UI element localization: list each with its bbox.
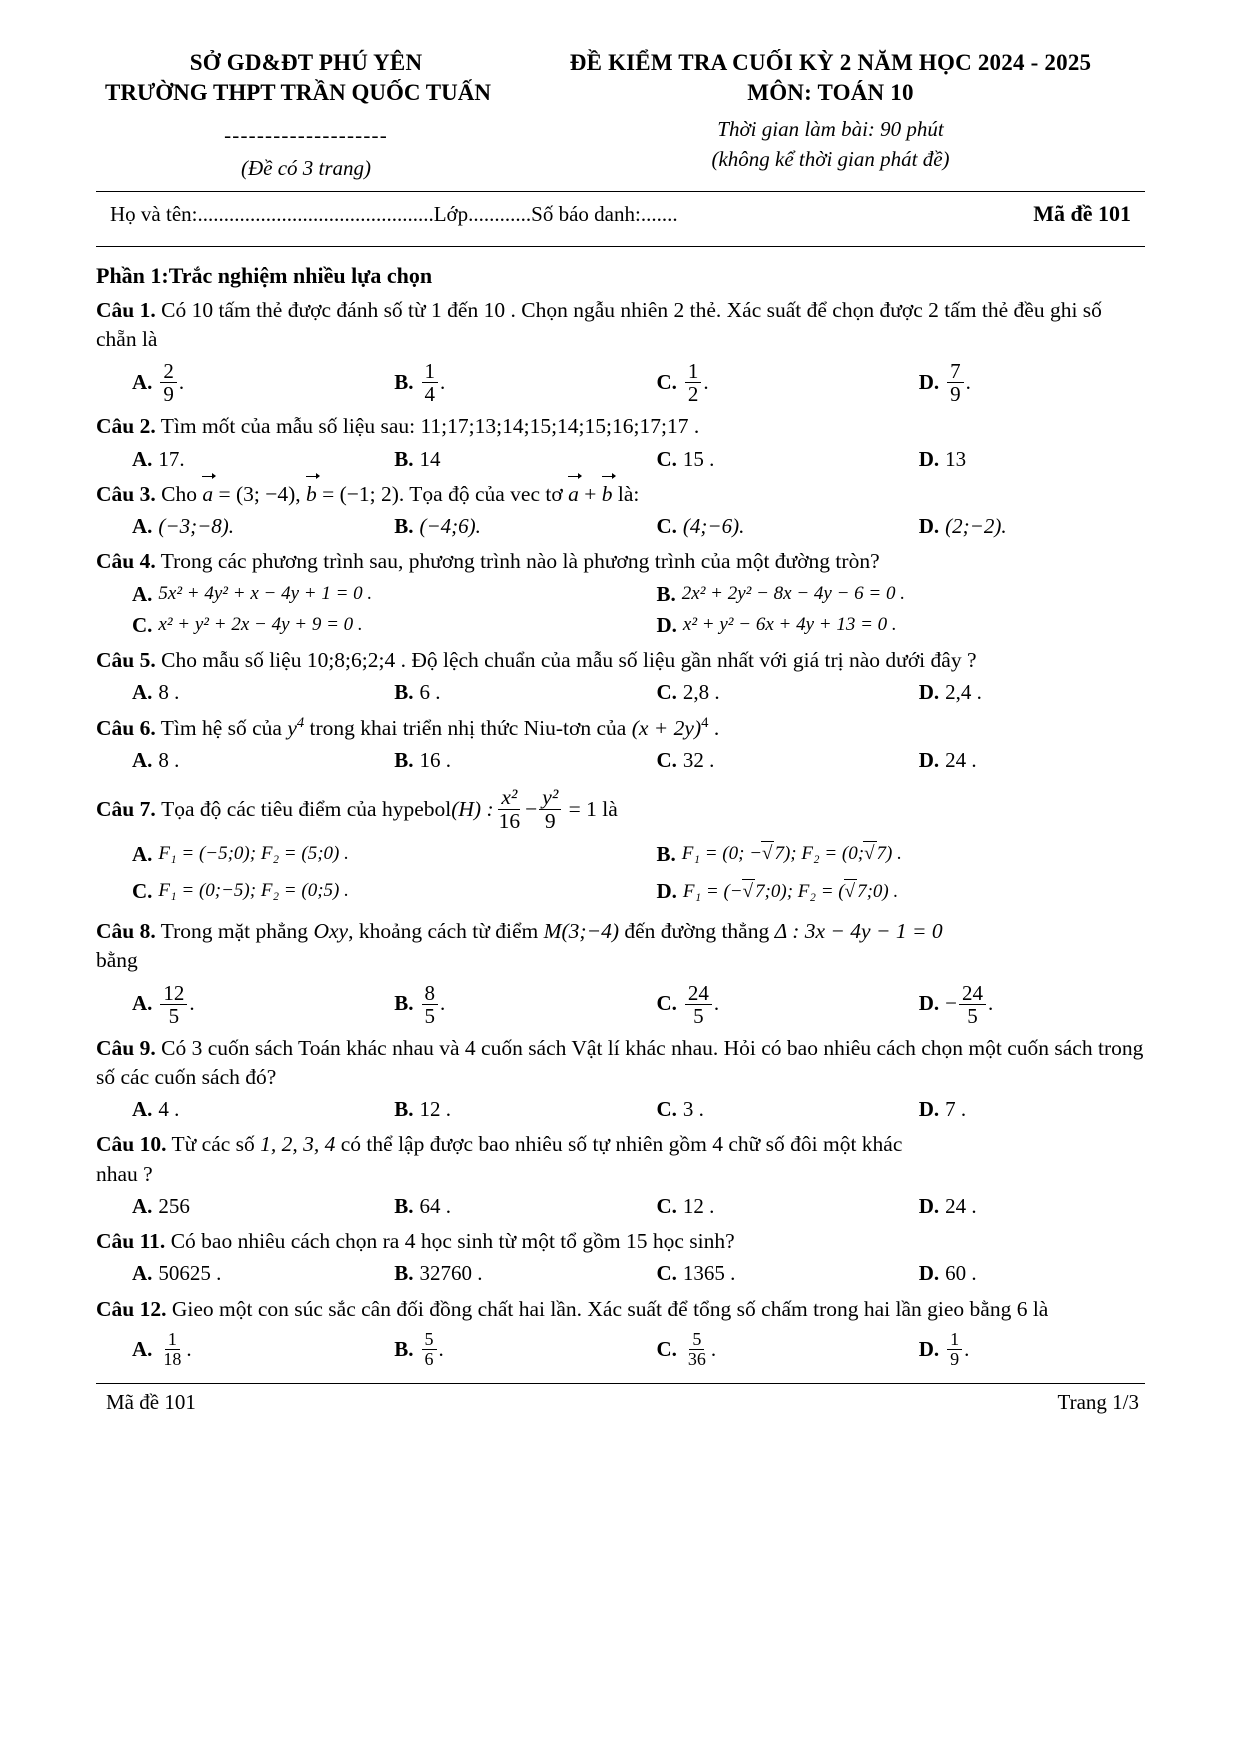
- answer-8-B-label: B.: [394, 991, 414, 1016]
- answer-9-B-value: 12 .: [419, 1097, 452, 1122]
- question-3-plus: +: [578, 481, 602, 506]
- answer-2-C[interactable]: [621, 446, 883, 473]
- question-4-text: Trong các phương trình sau, phương trình nào là phương trình của một đường tròn?: [160, 549, 880, 574]
- question-6-y: y: [287, 715, 297, 740]
- answer-8-C[interactable]: [621, 982, 883, 1027]
- answer-1-A-den: 9: [163, 382, 174, 407]
- answer-7-D-value: [683, 879, 898, 905]
- answer-1-A[interactable]: [96, 360, 358, 405]
- answer-8-B-num: 8: [422, 982, 439, 1005]
- answer-9-C[interactable]: [621, 1096, 883, 1123]
- answer-9-A[interactable]: [96, 1096, 358, 1123]
- answer-1-D-num: 7: [947, 360, 964, 383]
- answer-12-C-den: 36: [687, 1348, 706, 1369]
- answer-11-C-label: C.: [656, 1261, 677, 1286]
- question-7-frac2-num: y²: [539, 786, 561, 810]
- answer-12-B-tail: .: [438, 1336, 444, 1361]
- answer-2-D[interactable]: [883, 446, 1145, 473]
- answer-4-A-value: 5x² + 4y² + x − 4y + 1 = 0 .: [158, 582, 373, 604]
- question-8-delta: Δ : 3x − 4y − 1 = 0: [774, 919, 943, 944]
- answer-12-B-fraction: [422, 1330, 437, 1369]
- answer-12-D-num: 1: [947, 1330, 962, 1350]
- answer-2-A-label: A.: [132, 446, 153, 471]
- answer-6-B-label: B.: [394, 748, 414, 773]
- question-3-number: Câu 3.: [96, 481, 156, 506]
- sqrt-icon-d2: √: [844, 879, 857, 905]
- answer-12-D-den: 9: [950, 1348, 960, 1369]
- question-12-text: Gieo một con súc sắc cân đối đồng chất hai lần. Xác suất để tổng số chấm trong hai lần gieo bằng 6 là: [171, 1296, 1049, 1321]
- answer-10-C-value: 12 .: [682, 1193, 715, 1218]
- answer-2-A-value: 17.: [158, 446, 185, 471]
- question-10-nums: 1, 2, 3, 4: [260, 1132, 336, 1157]
- answer-4-A[interactable]: [96, 581, 621, 608]
- answer-8-C-num: 24: [685, 982, 712, 1005]
- answer-8-D-num: 24: [959, 982, 986, 1005]
- question-8-p3: đến đường thẳng: [619, 919, 775, 944]
- answer-2-B-value: 14: [419, 446, 441, 471]
- question-3: [96, 480, 1145, 509]
- question-1: [96, 296, 1145, 354]
- answer-1-B-den: 4: [424, 382, 436, 407]
- answer-11-B-value: 32760 .: [419, 1261, 483, 1286]
- answer-5-A-value: 8 .: [158, 680, 180, 705]
- answer-10-D-value: 24 .: [945, 1193, 977, 1218]
- answer-9-D-label: D.: [918, 1097, 940, 1122]
- question-7-number: Câu 7.: [96, 796, 156, 821]
- answer-6-C[interactable]: [621, 747, 883, 774]
- question-11: [96, 1227, 1145, 1256]
- student-info-line: [96, 192, 1145, 236]
- answer-7-B-label: B.: [656, 841, 676, 866]
- answer-11-D[interactable]: [883, 1260, 1145, 1287]
- answer-10-D[interactable]: [883, 1193, 1145, 1220]
- answer-11-C[interactable]: [621, 1260, 883, 1287]
- answer-7-B-end: 7) .: [876, 843, 902, 865]
- answer-12-D[interactable]: [883, 1330, 1145, 1369]
- answer-12-D-label: D.: [918, 1336, 940, 1361]
- pages-note: (Đề có 3 trang): [240, 155, 372, 180]
- header-divider-dashes: --------------------: [224, 122, 388, 147]
- question-6-expr-exp: 4: [701, 714, 709, 731]
- answer-4-A-label: A.: [132, 581, 153, 606]
- answer-3-A-label: A.: [132, 514, 153, 539]
- answer-2-C-label: C.: [656, 446, 677, 471]
- answer-6-A-label: A.: [132, 748, 153, 773]
- question-5-answers: [96, 679, 1145, 706]
- answer-1-D-fraction: [947, 360, 964, 405]
- answer-3-A-value: (−3;−8).: [158, 514, 234, 539]
- answer-8-A-num: 12: [160, 982, 187, 1005]
- question-10-tail: nhau ?: [96, 1161, 153, 1186]
- question-7-answers-row2: [96, 878, 1145, 905]
- question-9-answers: [96, 1096, 1145, 1123]
- answer-11-C-value: 1365 .: [682, 1261, 736, 1286]
- question-5-number: Câu 5.: [96, 648, 156, 673]
- exam-duration-note: (không kể thời gian phát đề): [711, 146, 950, 171]
- answer-7-A-value: F₁ = (−5;0); F₂ = (5;0) .: [158, 842, 349, 864]
- sbd-label: Số báo danh:: [531, 201, 641, 226]
- question-8-M: M(3;−4): [543, 919, 620, 944]
- part1-title: Phần 1:Trắc nghiệm nhiều lựa chọn: [96, 262, 433, 288]
- answer-10-B[interactable]: [358, 1193, 620, 1220]
- answer-1-C-tail: .: [703, 370, 709, 395]
- question-6-y-exp: 4: [296, 714, 305, 731]
- answer-11-A-value: 50625 .: [158, 1261, 222, 1286]
- question-6-p1: Tìm hệ số của: [160, 715, 288, 740]
- answer-5-B-value: 6 .: [419, 680, 441, 705]
- answer-1-B-fraction: [422, 360, 439, 405]
- answer-11-D-label: D.: [918, 1261, 940, 1286]
- document-header: [96, 46, 1145, 181]
- answer-5-C-label: C.: [656, 680, 677, 705]
- answer-1-B-label: B.: [394, 370, 414, 395]
- answer-3-D[interactable]: [883, 513, 1145, 540]
- answer-11-B[interactable]: [358, 1260, 620, 1287]
- answer-1-C-den: 2: [687, 382, 699, 407]
- question-10-number: Câu 10.: [96, 1132, 167, 1157]
- answer-1-D-den: 9: [950, 382, 961, 407]
- answer-12-C-fraction: [685, 1330, 709, 1369]
- answer-7-A-label: A.: [132, 841, 153, 866]
- answer-1-D-tail: .: [965, 370, 971, 395]
- question-3-suffix: là:: [612, 481, 640, 506]
- question-7-frac1-den: 16: [498, 808, 521, 833]
- answer-3-B[interactable]: [358, 513, 620, 540]
- answer-10-A-label: A.: [132, 1193, 153, 1218]
- answer-7-B-pre: F₁ = (0; −: [681, 843, 763, 865]
- answer-12-B[interactable]: [358, 1330, 620, 1369]
- answer-9-A-value: 4 .: [158, 1097, 180, 1122]
- answer-10-B-label: B.: [394, 1193, 414, 1218]
- question-5-text: Cho mẫu số liệu 10;8;6;2;4 . Độ lệch chuẩn của mẫu số liệu gần nhất với giá trị nào dưới đây ?: [161, 648, 977, 673]
- answer-12-D-fraction: [947, 1330, 962, 1369]
- question-10-answers: [96, 1193, 1145, 1220]
- answer-12-B-label: B.: [394, 1336, 414, 1361]
- answer-12-A-label: A.: [132, 1336, 153, 1361]
- question-8-p1: Trong mặt phẳng: [160, 919, 314, 944]
- answer-4-B-label: B.: [656, 581, 676, 606]
- answer-12-A-fraction: [160, 1330, 184, 1369]
- answer-2-B[interactable]: [358, 446, 620, 473]
- question-12: [96, 1295, 1145, 1324]
- question-10: [96, 1130, 1145, 1188]
- answer-4-D-label: D.: [656, 612, 677, 637]
- answer-12-C[interactable]: [621, 1330, 883, 1369]
- answer-10-B-value: 64 .: [419, 1193, 452, 1218]
- question-9-text: Có 3 cuốn sách Toán khác nhau và 4 cuốn sách Vật lí khác nhau. Hỏi có bao nhiêu cách chọn một cuốn sách trong số các cuốn sách đó?: [96, 1035, 1144, 1089]
- answer-9-B-label: B.: [394, 1097, 414, 1122]
- answer-1-A-label: A.: [132, 370, 153, 395]
- answer-1-D[interactable]: [883, 360, 1145, 405]
- answer-3-D-label: D.: [918, 514, 940, 539]
- answer-11-A-label: A.: [132, 1261, 153, 1286]
- page-footer: [96, 1384, 1145, 1415]
- question-5: [96, 646, 1145, 675]
- answer-12-B-den: 6: [424, 1348, 434, 1369]
- answer-1-B[interactable]: [358, 360, 620, 405]
- question-11-answers: [96, 1260, 1145, 1287]
- question-8-p2: , khoảng cách từ điểm: [348, 919, 544, 944]
- answer-5-C[interactable]: [621, 679, 883, 706]
- answer-12-C-tail: .: [710, 1336, 717, 1361]
- question-7-frac2-den: 9: [544, 808, 556, 833]
- name-label: Họ và tên:: [110, 201, 198, 226]
- school-name: TRƯỜNG THPT TRẦN QUỐC TUẤN: [105, 80, 491, 106]
- answer-2-B-label: B.: [394, 446, 414, 471]
- answer-7-A[interactable]: [96, 841, 621, 868]
- question-9: [96, 1034, 1145, 1092]
- answer-7-B-value: [682, 841, 902, 867]
- question-4-answers-row2: [96, 612, 1145, 639]
- question-4-answers-row1: [96, 581, 1145, 608]
- answer-3-A[interactable]: [96, 513, 358, 540]
- question-2-answers: [96, 446, 1145, 473]
- sbd-dots: .......: [640, 201, 678, 226]
- answer-1-D-label: D.: [918, 370, 940, 395]
- answer-3-B-label: B.: [394, 514, 414, 539]
- answer-7-D[interactable]: [621, 878, 1146, 905]
- answer-8-A-tail: .: [189, 991, 195, 1016]
- answer-2-D-label: D.: [918, 446, 940, 471]
- answer-1-C[interactable]: [621, 360, 883, 405]
- question-6-number: Câu 6.: [96, 715, 156, 740]
- answer-8-A[interactable]: [96, 982, 358, 1027]
- answer-8-D-tail: .: [988, 991, 994, 1016]
- answer-8-D-label: D.: [918, 991, 940, 1016]
- question-10-p1: Từ các số: [171, 1132, 261, 1157]
- footer-page-number: Trang 1/3: [1057, 1389, 1139, 1414]
- answer-4-D[interactable]: [621, 612, 1146, 639]
- answer-3-C-label: C.: [656, 514, 677, 539]
- question-6: [96, 714, 1145, 743]
- answer-6-B[interactable]: [358, 747, 620, 774]
- question-9-number: Câu 9.: [96, 1035, 156, 1060]
- answer-11-A[interactable]: [96, 1260, 358, 1287]
- question-8: [96, 917, 1145, 975]
- answer-7-C-label: C.: [132, 878, 153, 903]
- vector-b-2: b: [602, 480, 613, 509]
- question-8-answers: [96, 982, 1145, 1027]
- answer-1-A-tail: .: [178, 370, 185, 395]
- answer-6-C-value: 32 .: [682, 748, 715, 773]
- question-7-frac2: [539, 786, 561, 832]
- answer-6-A-value: 8 .: [158, 748, 180, 773]
- answer-8-C-label: C.: [656, 991, 677, 1016]
- answer-2-A[interactable]: [96, 446, 358, 473]
- question-8-number: Câu 8.: [96, 919, 156, 944]
- answer-6-D[interactable]: [883, 747, 1145, 774]
- answer-8-A-fraction: [160, 982, 187, 1027]
- answer-7-D-mid: 7;0); F₂ = (: [755, 880, 845, 902]
- answer-11-D-value: 60 .: [945, 1261, 977, 1286]
- question-1-number: Câu 1.: [96, 297, 156, 322]
- answer-7-B-mid: 7); F₂ = (0;: [774, 843, 865, 865]
- exam-subject: MÔN: TOÁN 10: [747, 80, 914, 106]
- answer-10-C[interactable]: [621, 1193, 883, 1220]
- answer-6-C-label: C.: [656, 748, 677, 773]
- answer-8-C-fraction: [685, 982, 712, 1027]
- question-6-p3: .: [708, 715, 720, 740]
- name-dots: .............................................: [197, 201, 434, 226]
- answer-8-D[interactable]: [883, 982, 1145, 1027]
- answer-3-D-value: (2;−2).: [945, 514, 1007, 539]
- question-7-H: (H) :: [451, 796, 494, 821]
- answer-5-A-label: A.: [132, 680, 153, 705]
- answer-5-A[interactable]: [96, 679, 358, 706]
- sqrt-icon-b2: √: [863, 841, 876, 867]
- answer-12-A-den: 18: [163, 1348, 182, 1369]
- question-7-answers-row1: [96, 841, 1145, 868]
- answer-8-A-label: A.: [132, 991, 153, 1016]
- answer-12-A[interactable]: [96, 1330, 358, 1369]
- answer-5-B-label: B.: [394, 680, 414, 705]
- question-10-p2: có thể lập được bao nhiêu số tự nhiên gồm 4 chữ số đôi một khác: [335, 1132, 903, 1157]
- answer-4-C-value: x² + y² + 2x − 4y + 9 = 0 .: [158, 614, 363, 636]
- question-7-p1: Tọa độ các tiêu điểm của hypebol: [161, 796, 452, 821]
- class-dots: ............: [468, 201, 532, 226]
- answer-8-B-den: 5: [424, 1003, 436, 1028]
- answer-10-C-label: C.: [656, 1193, 677, 1218]
- answer-8-D-den: 5: [967, 1003, 978, 1028]
- answer-5-D-label: D.: [918, 680, 940, 705]
- answer-8-A-den: 5: [168, 1003, 180, 1028]
- answer-1-B-tail: .: [440, 370, 446, 395]
- question-8-tail: bằng: [96, 948, 138, 973]
- answer-3-C[interactable]: [621, 513, 883, 540]
- sqrt-icon-b1: √: [761, 841, 774, 867]
- answer-8-B[interactable]: [358, 982, 620, 1027]
- answer-10-A[interactable]: [96, 1193, 358, 1220]
- department-name: SỞ GD&ĐT PHÚ YÊN: [189, 50, 423, 75]
- answer-12-D-tail: .: [964, 1336, 970, 1361]
- question-12-number: Câu 12.: [96, 1296, 167, 1321]
- exam-title: ĐỀ KIỂM TRA CUỐI KỲ 2 NĂM HỌC 2024 - 2025: [569, 50, 1092, 75]
- answer-7-D-label: D.: [656, 878, 677, 903]
- answer-7-C-value: F₁ = (0;−5); F₂ = (0;5) .: [158, 880, 349, 902]
- answer-1-B-num: 1: [422, 360, 439, 383]
- answer-1-A-fraction: [160, 360, 177, 405]
- question-2-text: Tìm mốt của mẫu số liệu sau: 11;17;13;14;15;14;15;16;17;17 .: [160, 414, 700, 439]
- question-2-number: Câu 2.: [96, 414, 156, 439]
- answer-8-B-fraction: [422, 982, 439, 1027]
- nameline-bottom-rule: [96, 246, 1145, 247]
- answer-1-C-fraction: [685, 360, 702, 405]
- question-2: [96, 412, 1145, 441]
- class-label: Lớp: [433, 201, 469, 226]
- answer-3-C-value: (4;−6).: [682, 514, 745, 539]
- answer-10-D-label: D.: [918, 1193, 940, 1218]
- answer-9-A-label: A.: [132, 1097, 153, 1122]
- answer-9-D[interactable]: [883, 1096, 1145, 1123]
- answer-12-A-tail: .: [186, 1336, 192, 1361]
- question-4: [96, 547, 1145, 576]
- answer-9-C-label: C.: [656, 1097, 677, 1122]
- answer-2-C-value: 15 .: [682, 446, 715, 471]
- question-11-number: Câu 11.: [96, 1229, 166, 1254]
- answer-6-D-value: 24 .: [945, 748, 977, 773]
- answer-1-A-num: 2: [160, 360, 177, 383]
- header-right-block: [516, 46, 1145, 174]
- question-7-p2: = 1 là: [568, 796, 618, 821]
- answer-8-C-den: 5: [693, 1003, 704, 1028]
- vector-a-2: a: [568, 480, 579, 509]
- answer-4-C-label: C.: [132, 612, 153, 637]
- answer-4-B-value: 2x² + 2y² − 8x − 4y − 6 = 0 .: [681, 582, 905, 604]
- question-1-answers: [96, 360, 1145, 405]
- answer-8-B-tail: .: [440, 991, 446, 1016]
- answer-12-C-label: C.: [656, 1336, 677, 1361]
- question-6-p2: trong khai triển nhị thức Niu-tơn của: [304, 715, 632, 740]
- answer-1-C-label: C.: [656, 370, 677, 395]
- question-8-Oxy: Oxy: [313, 919, 349, 944]
- answer-4-D-value: x² + y² − 6x + 4y + 13 = 0 .: [682, 614, 897, 636]
- answer-4-B[interactable]: [621, 581, 1146, 608]
- answer-6-A[interactable]: [96, 747, 358, 774]
- exam-duration: Thời gian làm bài: 90 phút: [717, 116, 944, 141]
- footer-exam-code: Mã đề 101: [106, 1389, 196, 1414]
- answer-4-C[interactable]: [96, 612, 621, 639]
- answer-9-B[interactable]: [358, 1096, 620, 1123]
- exam-code: Mã đề 101: [1033, 200, 1131, 226]
- answer-12-C-num: 5: [689, 1330, 704, 1350]
- question-7: [96, 786, 1145, 832]
- header-left-block: [96, 46, 516, 181]
- answer-9-C-value: 3 .: [682, 1097, 704, 1122]
- vector-a-1: a: [202, 480, 213, 509]
- answer-8-D-fraction: [959, 982, 986, 1027]
- answer-7-B[interactable]: [621, 841, 1146, 868]
- question-1-text: Có 10 tấm thẻ được đánh số từ 1 đến 10 . Chọn ngẫu nhiên 2 thẻ. Xác suất để chọn được 2 tấm thẻ đều ghi số chẵn là: [96, 297, 1102, 351]
- answer-1-C-num: 1: [685, 360, 702, 383]
- answer-10-A-value: 256: [158, 1193, 190, 1218]
- answer-12-A-num: 1: [165, 1330, 180, 1350]
- answer-11-B-label: B.: [394, 1261, 414, 1286]
- answer-12-B-num: 5: [422, 1330, 437, 1350]
- question-7-frac1: [496, 786, 524, 832]
- answer-8-D-negative: −: [945, 991, 958, 1016]
- question-3-prefix: Cho: [161, 481, 203, 506]
- vector-b-1: b: [306, 480, 317, 509]
- answer-7-D-pre: F₁ = (−: [682, 880, 743, 902]
- question-12-answers: [96, 1330, 1145, 1369]
- answer-7-C[interactable]: [96, 878, 621, 905]
- answer-5-D[interactable]: [883, 679, 1145, 706]
- answer-7-D-end: 7;0) .: [857, 880, 899, 902]
- answer-8-C-tail: .: [713, 991, 720, 1016]
- sqrt-icon-d1: √: [742, 879, 755, 905]
- question-3-eq2: = (−1; 2). Tọa độ của vec tơ: [316, 481, 569, 506]
- question-6-expr: (x + 2y): [631, 715, 702, 740]
- question-7-minus: −: [525, 796, 538, 821]
- answer-5-D-value: 2,4 .: [945, 680, 982, 705]
- question-3-answers: [96, 513, 1145, 540]
- answer-2-D-value: 13: [945, 446, 967, 471]
- question-3-eq1: = (3; −4),: [213, 481, 301, 506]
- question-6-answers: [96, 747, 1145, 774]
- answer-6-B-value: 16 .: [419, 748, 452, 773]
- answer-5-C-value: 2,8 .: [682, 680, 720, 705]
- answer-3-B-value: (−4;6).: [419, 514, 481, 539]
- answer-5-B[interactable]: [358, 679, 620, 706]
- question-4-number: Câu 4.: [96, 549, 156, 574]
- answer-6-D-label: D.: [918, 748, 940, 773]
- question-7-frac1-num: x²: [498, 786, 520, 810]
- answer-9-D-value: 7 .: [945, 1097, 967, 1122]
- question-11-text: Có bao nhiêu cách chọn ra 4 học sinh từ một tổ gồm 15 học sinh?: [170, 1229, 735, 1254]
